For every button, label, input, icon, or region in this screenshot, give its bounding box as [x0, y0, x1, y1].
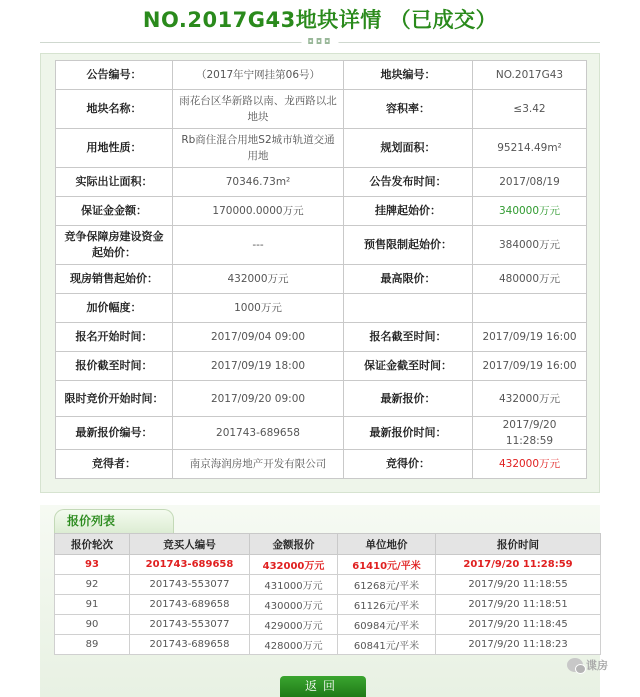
empty-label	[344, 294, 473, 323]
parcel-no-value: NO.2017G43	[473, 61, 587, 90]
watermark-text: 谍房	[586, 659, 608, 672]
land-use-value: Rb商住混合用地S2城市轨道交通用地	[173, 129, 344, 168]
amount-cell: 432000万元	[250, 555, 338, 575]
amount-cell: 429000万元	[250, 615, 338, 635]
unit-price-cell: 60841元/平米	[338, 635, 436, 655]
signup-start-label: 报名开始时间：	[56, 323, 173, 352]
table-row	[55, 555, 601, 575]
bidder-no-cell: 201743-553077	[130, 615, 250, 635]
listing-start-price-value: 340000万元	[473, 197, 587, 226]
timed-bid-start-value: 2017/09/20 09:00	[173, 381, 344, 417]
presale-limit-value: 384000万元	[473, 226, 587, 265]
land-use-label: 用地性质：	[56, 129, 173, 168]
col-round-header: 报价轮次	[55, 534, 130, 555]
latest-bid-no-value: 201743-689658	[173, 417, 344, 450]
spot-sale-start-label: 现房销售起始价：	[56, 265, 173, 294]
plot-ratio-value: ≤3.42	[473, 90, 587, 129]
winner-label: 竞得者：	[56, 450, 173, 479]
detail-row	[56, 197, 587, 226]
actual-area-value: 70346.73m²	[173, 168, 344, 197]
back-button[interactable]: 返回	[280, 676, 366, 697]
max-price-value: 480000万元	[473, 265, 587, 294]
col-amount-header: 金额报价	[250, 534, 338, 555]
bid-list-table	[54, 533, 601, 655]
bidder-no-cell: 201743-689658	[130, 595, 250, 615]
watermark	[567, 657, 608, 673]
detail-row	[56, 129, 587, 168]
bidder-no-cell: 201743-689658	[130, 555, 250, 575]
deposit-deadline-label: 保证金截至时间：	[344, 352, 473, 381]
housing-fund-start-label: 竞争保障房建设资金起始价：	[56, 226, 173, 265]
table-row	[55, 595, 601, 615]
bidder-no-cell: 201743-689658	[130, 635, 250, 655]
detail-row	[56, 417, 587, 450]
parcel-no-label: 地块编号：	[344, 61, 473, 90]
actual-area-label: 实际出让面积：	[56, 168, 173, 197]
title-divider	[40, 36, 600, 48]
detail-row	[56, 381, 587, 417]
deposit-label: 保证金金额：	[56, 197, 173, 226]
unit-price-cell: 61268元/平米	[338, 575, 436, 595]
divider-dots: ◘◘◘	[302, 36, 339, 48]
signup-end-label: 报名截至时间：	[344, 323, 473, 352]
max-price-label: 最高限价：	[344, 265, 473, 294]
bid-time-cell: 2017/9/20 11:18:23	[436, 635, 601, 655]
bid-time-cell: 2017/9/20 11:18:51	[436, 595, 601, 615]
col-bidder-no-header: 竞买人编号	[130, 534, 250, 555]
deposit-value: 170000.0000万元	[173, 197, 344, 226]
parcel-name-label: 地块名称：	[56, 90, 173, 129]
listing-start-price-label: 挂牌起始价：	[344, 197, 473, 226]
latest-bid-time-value: 2017/9/20 11:28:59	[473, 417, 587, 450]
increment-label: 加价幅度：	[56, 294, 173, 323]
bid-deadline-label: 报价截至时间：	[56, 352, 173, 381]
detail-row	[56, 450, 587, 479]
signup-start-value: 2017/09/04 09:00	[173, 323, 344, 352]
announcement-no-value: （2017年宁网挂第06号）	[173, 61, 344, 90]
detail-panel	[40, 53, 600, 493]
round-cell: 93	[55, 555, 130, 575]
announcement-no-label: 公告编号：	[56, 61, 173, 90]
unit-price-cell: 61410元/平米	[338, 555, 436, 575]
detail-row	[56, 352, 587, 381]
winner-value: 南京海润房地产开发有限公司	[173, 450, 344, 479]
detail-row	[56, 226, 587, 265]
round-cell: 89	[55, 635, 130, 655]
amount-cell: 430000万元	[250, 595, 338, 615]
plot-ratio-label: 容积率：	[344, 90, 473, 129]
empty-value	[473, 294, 587, 323]
round-cell: 92	[55, 575, 130, 595]
latest-bid-time-label: 最新报价时间：	[344, 417, 473, 450]
publish-date-value: 2017/08/19	[473, 168, 587, 197]
bid-time-cell: 2017/9/20 11:18:55	[436, 575, 601, 595]
publish-date-label: 公告发布时间：	[344, 168, 473, 197]
wechat-icon	[567, 658, 583, 672]
detail-row	[56, 168, 587, 197]
bid-time-cell: 2017/9/20 11:28:59	[436, 555, 601, 575]
parcel-name-value: 雨花台区华新路以南、龙西路以北地块	[173, 90, 344, 129]
bidder-no-cell: 201743-553077	[130, 575, 250, 595]
round-cell: 90	[55, 615, 130, 635]
winning-price-label: 竞得价：	[344, 450, 473, 479]
detail-table	[55, 60, 587, 479]
amount-cell: 431000万元	[250, 575, 338, 595]
detail-row	[56, 90, 587, 129]
bid-time-cell: 2017/9/20 11:18:45	[436, 615, 601, 635]
bid-list-section	[40, 505, 600, 697]
planned-area-label: 规划面积：	[344, 129, 473, 168]
detail-row	[56, 61, 587, 90]
table-row	[55, 635, 601, 655]
col-bid-time-header: 报价时间	[436, 534, 601, 555]
detail-row	[56, 294, 587, 323]
spot-sale-start-value: 432000万元	[173, 265, 344, 294]
deposit-deadline-value: 2017/09/19 16:00	[473, 352, 587, 381]
page-title: NO.2017G43地块详情 （已成交）	[142, 8, 498, 32]
presale-limit-label: 预售限制起始价：	[344, 226, 473, 265]
housing-fund-start-value: ---	[173, 226, 344, 265]
unit-price-cell: 61126元/平米	[338, 595, 436, 615]
winning-price-value: 432000万元	[473, 450, 587, 479]
detail-row	[56, 265, 587, 294]
table-row	[55, 575, 601, 595]
bid-list-header-row	[55, 534, 601, 555]
table-row	[55, 615, 601, 635]
unit-price-cell: 60984元/平米	[338, 615, 436, 635]
latest-bid-no-label: 最新报价编号：	[56, 417, 173, 450]
latest-bid-label: 最新报价：	[344, 381, 473, 417]
round-cell: 91	[55, 595, 130, 615]
amount-cell: 428000万元	[250, 635, 338, 655]
bid-list-tab[interactable]: 报价列表	[54, 509, 174, 533]
signup-end-value: 2017/09/19 16:00	[473, 323, 587, 352]
planned-area-value: 95214.49m²	[473, 129, 587, 168]
latest-bid-value: 432000万元	[473, 381, 587, 417]
increment-value: 1000万元	[173, 294, 344, 323]
col-unit-price-header: 单位地价	[338, 534, 436, 555]
detail-row	[56, 323, 587, 352]
bid-deadline-value: 2017/09/19 18:00	[173, 352, 344, 381]
timed-bid-start-label: 限时竞价开始时间：	[56, 381, 173, 417]
